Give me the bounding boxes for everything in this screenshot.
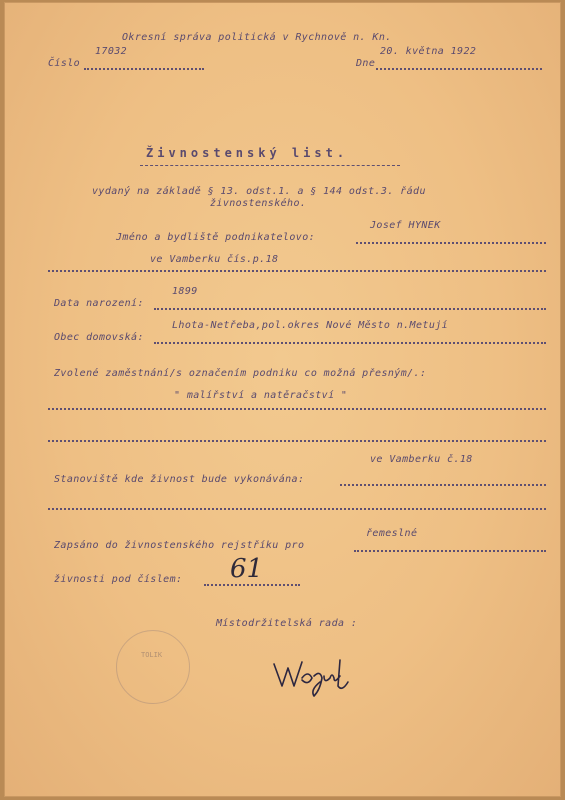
date-dotted-line [376,68,542,70]
number-dotted-line [84,68,204,70]
occupation-label: Zvolené zaměstnání/s označením podniku co možná přesným/.: [54,368,427,379]
owner-name-label: Jméno a bydliště podnikatelovo: [116,232,316,243]
location-dotted-line-2 [48,508,546,510]
document-page [4,2,561,797]
business-location-value: ve Vamberku č.18 [370,454,473,465]
birth-date-value: 1899 [172,286,198,297]
document-number-label: Číslo [48,58,81,69]
register-label: Zapsáno do živnostenského rejstříku pro [54,540,305,551]
authority-label: Místodržitelská rada : [216,618,358,629]
register-number-dotted-line [204,584,300,586]
occupation-dotted-line-2 [48,440,546,442]
register-number-label: živnosti pod číslem: [54,574,183,585]
occupation-dotted-line-1 [48,408,546,410]
home-dotted-line [154,342,546,344]
stamp-text: TOLIK [141,651,163,659]
register-dotted-line [354,550,546,552]
document-date-value: 20. května 1922 [380,46,477,57]
owner-name-value: Josef HYNEK [370,220,441,231]
birth-date-label: Data narození: [54,298,144,309]
location-dotted-line [340,484,546,486]
subtitle-line-1: vydaný na základě § 13. odst.1. a § 144 odst.3. řádu [92,186,426,197]
subtitle-line-2: živnostenského. [210,198,307,209]
business-location-label: Stanoviště kde živnost bude vykonávána: [54,474,305,485]
title-underline [140,165,400,166]
home-municipality-value: Lhota-Netřeba,pol.okres Nové Město n.Metují [172,320,449,331]
residence-dotted-line [48,270,546,272]
document-date-label: Dne [356,58,376,69]
birth-dotted-line [154,308,546,310]
faded-stamp [116,630,190,704]
register-type-value: řemeslné [366,528,418,539]
occupation-value: " malířství a natěračství " [174,390,348,401]
residence-value: ve Vamberku čís.p.18 [150,254,279,265]
register-number-value: 61 [230,554,264,584]
document-number-value: 17032 [95,46,128,57]
signature [272,652,352,712]
document-title: Živnostenský list. [146,146,349,160]
name-dotted-line [356,242,546,244]
office-header: Okresní správa politická v Rychnově n. Kn. [122,32,392,43]
home-municipality-label: Obec domovská: [54,332,144,343]
